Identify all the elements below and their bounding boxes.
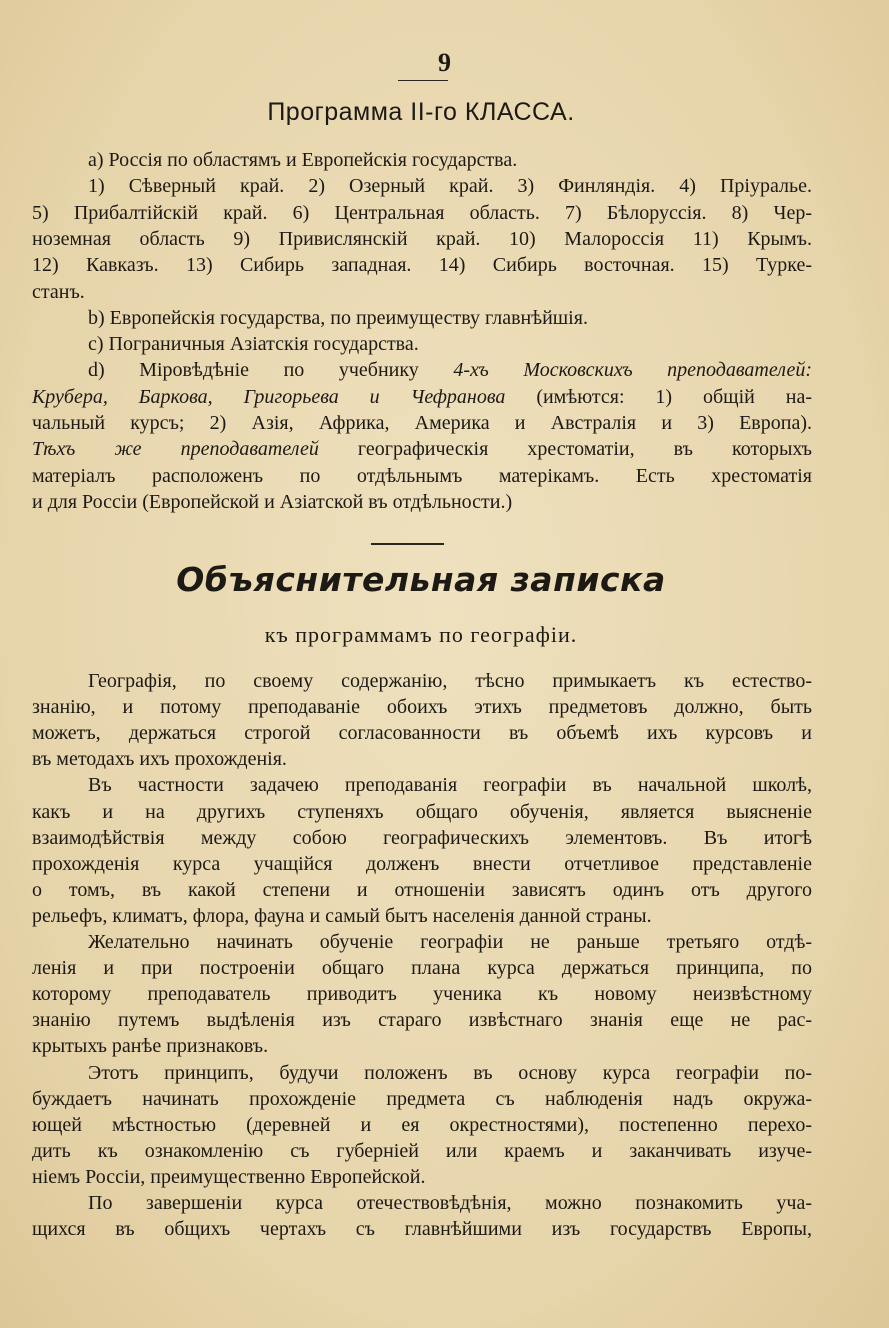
italic-text: 4-хъ Московскихъ преподавателей: (453, 359, 812, 382)
explanatory-note-subheading: къ программамъ по географіи. (264, 622, 578, 647)
text-segment: d) Міровѣдѣніе по учебнику (88, 359, 454, 382)
program-line: ноземная область 9) Привислянскій край. 10) Малороссія 11) Крымъ. (32, 227, 812, 250)
program-line: c) Пограничныя Азіатскія государства. (88, 333, 419, 356)
program-line: станъ. (32, 280, 85, 303)
note-line: знанію путемъ выдѣленія изъ стараго извѣстнаго знанія еще не рас- (32, 1009, 812, 1032)
note-line: взаимодѣйствія между собою географическихъ элементовъ. Въ итогѣ (32, 826, 812, 849)
note-line: Этотъ принципъ, будучи положенъ въ основу курса географіи по- (88, 1061, 812, 1084)
program-line (32, 384, 812, 410)
note-line: буждаетъ начинать прохожденіе предмета съ наблюденія надъ окружа- (32, 1087, 812, 1110)
note-line: какъ и на другихъ ступеняхъ общаго обученія, является выясненіе (32, 800, 812, 823)
program-line: и для Россіи (Европейской и Азіатской въ отдѣльности.) (32, 490, 513, 513)
note-line: прохожденія курса учащійся долженъ внести отчетливое представленіе (32, 852, 812, 875)
program-line: 12) Кавказъ. 13) Сибирь западная. 14) Сибирь восточная. 15) Турке- (32, 254, 812, 277)
program-title: Программа II-го КЛАССА. (267, 98, 575, 126)
note-line: которому преподаватель приводитъ ученика къ новому неизвѣстному (32, 983, 812, 1006)
program-line: матеріалъ расположенъ по отдѣльнымъ матерікамъ. Есть хрестоматія (32, 464, 812, 487)
italic-text: Крубера, Баркова, Григорьева и Чефранова (32, 385, 506, 408)
program-line: a) Россія по областямъ и Европейскія государства. (88, 149, 518, 171)
note-line: о томъ, въ какой степени и отношеніи зависятъ одинъ отъ другого (32, 878, 812, 901)
note-line: знанію, и потому преподаваніе обоихъ этихъ предметовъ должно, быть (32, 696, 812, 719)
program-line: 5) Прибалтійскій край. 6) Центральная область. 7) Бѣлоруссія. 8) Чер- (32, 201, 812, 224)
text-segment: географическія хрестоматіи, въ которыхъ (318, 438, 812, 461)
note-line: дить къ ознакомленію съ губерніей или краемъ и заканчивать изуче- (32, 1139, 812, 1162)
note-line: можетъ, держаться строгой согласованности въ объемѣ ихъ курсовъ и (32, 722, 812, 745)
text-segment: (имѣются: 1) общій на- (505, 385, 812, 408)
note-line: ющей мѣстностью (деревней и ея окрестностями), постепенно перехо- (32, 1113, 812, 1136)
note-line: ленія и при построеніи общаго плана курса держаться принципа, по (32, 957, 812, 980)
note-line: ніемъ Россіи, преимущественно Европейской. (32, 1165, 426, 1188)
section-divider (371, 543, 444, 545)
page-number-underline (398, 80, 448, 81)
explanatory-note-heading: Объяснительная записка (176, 560, 666, 599)
program-line: b) Европейскія государства, по преимуществу главнѣйшія. (88, 306, 588, 329)
note-line: крытыхъ ранѣе признаковъ. (32, 1035, 269, 1058)
note-line: щихся въ общихъ чертахъ съ главнѣйшими изъ государствъ Европы, (32, 1218, 812, 1241)
program-line (32, 436, 812, 462)
page-number: 9 (438, 48, 451, 77)
program-line (88, 357, 812, 383)
note-line: Желательно начинать обученіе географіи не раньше третьяго отдѣ- (88, 931, 812, 953)
note-line: По завершеніи курса отечествовѣдѣнія, можно познакомить уча- (88, 1192, 812, 1214)
program-line: 1) Сѣверный край. 2) Озерный край. 3) Финляндія. 4) Пріуралье. (88, 175, 812, 198)
note-line: рельефъ, климатъ, флора, фауна и самый бытъ населенія данной страны. (32, 904, 652, 927)
note-line: Географія, по своему содержанію, тѣсно примыкаетъ къ естество- (88, 670, 812, 692)
note-line: Въ частности задачею преподаванія географіи въ начальной школѣ, (88, 774, 812, 797)
italic-text: Тѣхъ же преподавателей (32, 438, 319, 461)
note-line: въ методахъ ихъ прохожденія. (32, 748, 287, 771)
program-line: чальный курсъ; 2) Азія, Африка, Америка и Австралія и 3) Европа). (32, 412, 812, 434)
